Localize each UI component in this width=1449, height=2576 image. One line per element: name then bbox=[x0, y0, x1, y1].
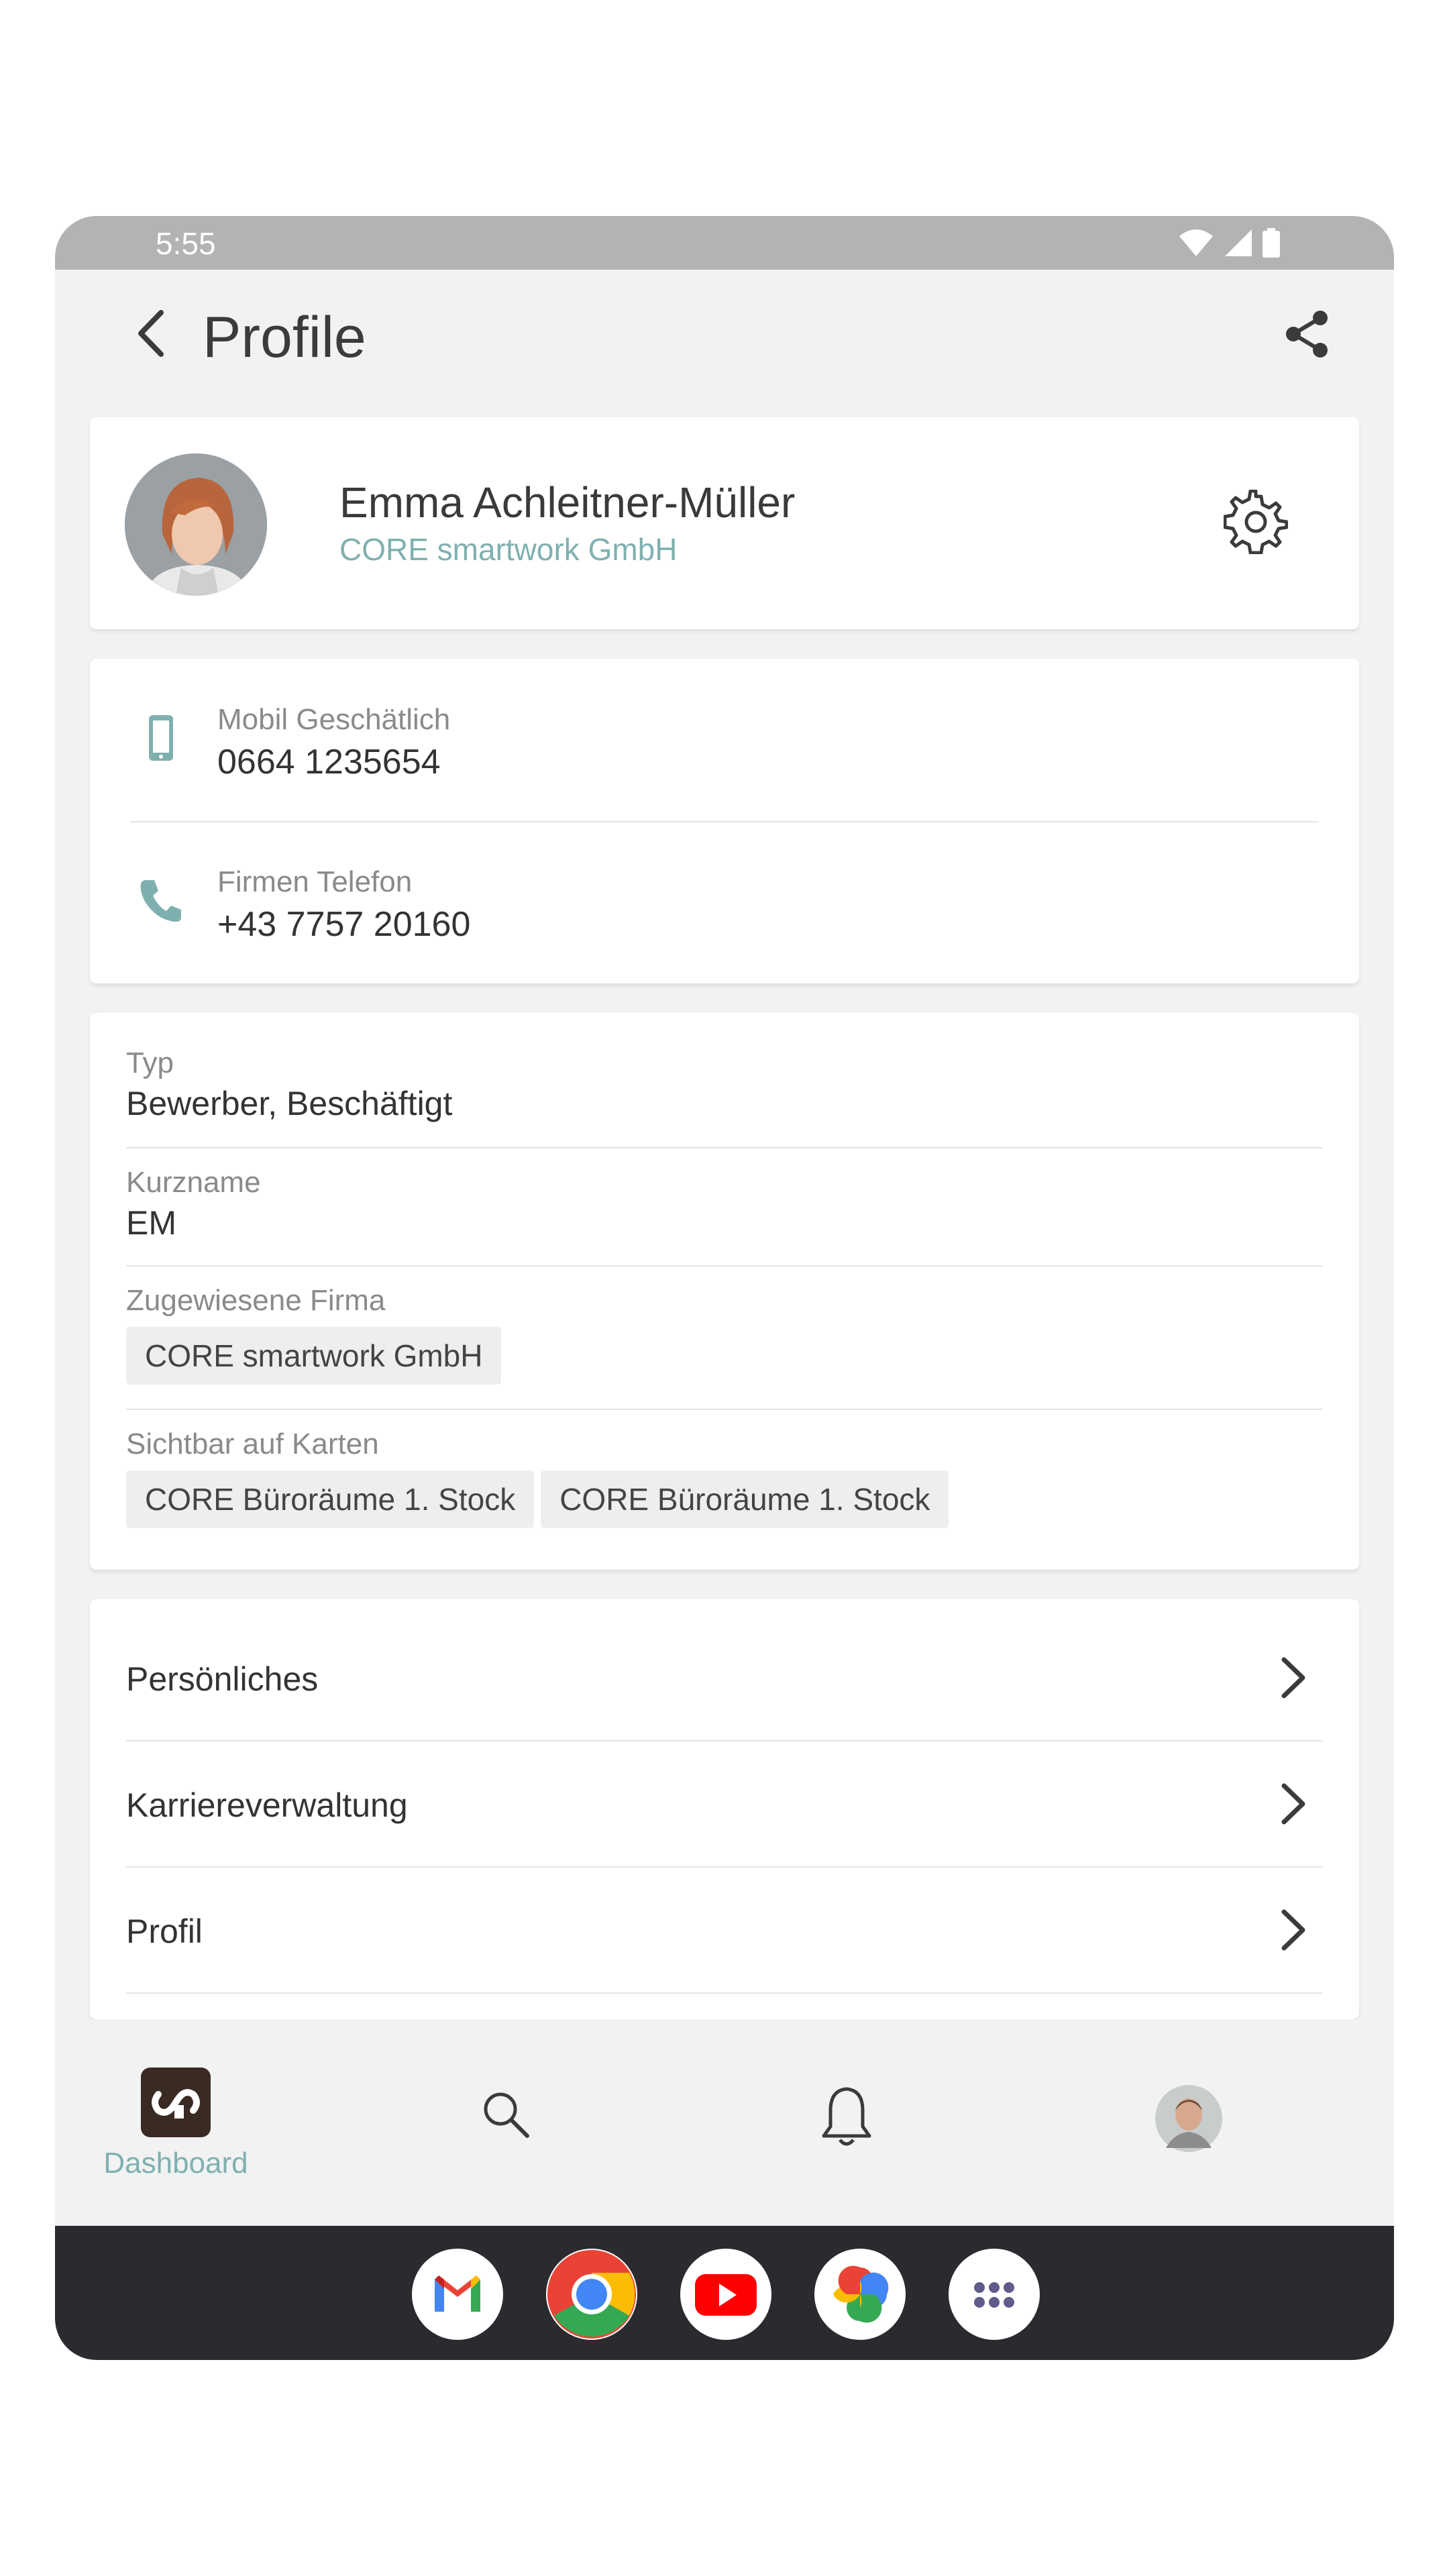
menu-item-persoenliches[interactable] bbox=[126, 1615, 1323, 1740]
field-value: Bewerber, Beschäftigt bbox=[126, 1085, 453, 1122]
status-bar bbox=[55, 216, 1394, 270]
field-label: Zugewiesene Firma bbox=[126, 1284, 386, 1317]
share-icon[interactable] bbox=[1280, 307, 1334, 361]
field-label: Typ bbox=[126, 1046, 174, 1079]
location-chip[interactable]: CORE Büroräume 1. Stock bbox=[541, 1470, 949, 1528]
contact-row-mobile[interactable] bbox=[90, 659, 1359, 821]
contact-row-company-phone[interactable] bbox=[90, 821, 1359, 983]
device-screen bbox=[55, 216, 1394, 2360]
back-arrow-icon[interactable] bbox=[122, 303, 182, 364]
chrome-icon bbox=[546, 2249, 637, 2340]
nav-dashboard-label: Dashboard bbox=[103, 2147, 248, 2180]
chip-group bbox=[126, 1327, 1323, 1385]
field-karten bbox=[126, 1428, 1323, 1528]
chip-group bbox=[126, 1470, 1323, 1528]
divider bbox=[126, 1409, 1323, 1410]
location-chip[interactable]: CORE Büroräume 1. Stock bbox=[126, 1470, 534, 1528]
gmail-icon bbox=[412, 2249, 503, 2340]
field-value: EM bbox=[126, 1204, 176, 1242]
photos-app[interactable] bbox=[814, 2249, 906, 2340]
contact-value: +43 7757 20160 bbox=[217, 905, 471, 944]
divider bbox=[126, 1992, 1323, 1994]
profile-name: Emma Achleitner-Müller bbox=[339, 478, 796, 527]
nav-notifications[interactable] bbox=[747, 2019, 949, 2226]
profile-company: CORE smartwork GmbH bbox=[339, 532, 678, 567]
contact-label: Mobil Geschätlich bbox=[217, 703, 451, 736]
menu-card bbox=[90, 1599, 1359, 2019]
profile-avatar[interactable] bbox=[125, 453, 267, 596]
photos-icon bbox=[814, 2249, 906, 2340]
bottom-navigation bbox=[55, 2019, 1394, 2226]
page-title: Profile bbox=[203, 305, 366, 370]
details-card bbox=[90, 1013, 1359, 1570]
youtube-icon bbox=[680, 2249, 771, 2340]
app-drawer-icon bbox=[949, 2249, 1040, 2340]
youtube-app[interactable] bbox=[680, 2249, 771, 2340]
field-label: Kurzname bbox=[126, 1166, 261, 1199]
profile-card bbox=[90, 417, 1359, 629]
company-chip[interactable]: CORE smartwork GmbH bbox=[126, 1327, 501, 1385]
divider bbox=[126, 1265, 1323, 1267]
menu-item-profil[interactable] bbox=[126, 1868, 1323, 1992]
nav-profile[interactable] bbox=[1088, 2019, 1289, 2226]
gear-icon[interactable] bbox=[1224, 490, 1288, 554]
status-icons bbox=[1178, 228, 1280, 258]
dashboard-icon bbox=[141, 2068, 211, 2137]
wifi-icon bbox=[1178, 228, 1214, 258]
taskbar bbox=[55, 2226, 1394, 2360]
gmail-app[interactable] bbox=[412, 2249, 503, 2340]
nav-dashboard[interactable] bbox=[75, 2019, 276, 2226]
app-drawer[interactable] bbox=[949, 2249, 1040, 2340]
app-bar bbox=[55, 270, 1394, 390]
chrome-app[interactable] bbox=[546, 2249, 637, 2340]
search-icon bbox=[480, 2089, 531, 2140]
phone-icon bbox=[134, 873, 188, 927]
mobile-phone-icon bbox=[134, 711, 188, 765]
contact-label: Firmen Telefon bbox=[217, 865, 413, 898]
battery-icon bbox=[1263, 228, 1280, 258]
divider bbox=[126, 1147, 1323, 1148]
chevron-right-icon bbox=[1269, 1907, 1316, 1953]
field-firma bbox=[126, 1284, 1323, 1385]
contact-value: 0664 1235654 bbox=[217, 743, 441, 782]
field-kurzname bbox=[126, 1166, 1323, 1242]
signal-icon bbox=[1224, 228, 1253, 258]
menu-item-label: Profil bbox=[126, 1913, 203, 1950]
avatar bbox=[1154, 2084, 1224, 2153]
chevron-right-icon bbox=[1269, 1780, 1316, 1827]
chevron-right-icon bbox=[1269, 1654, 1316, 1701]
menu-item-karriereverwaltung[interactable] bbox=[126, 1741, 1323, 1866]
field-typ bbox=[126, 1046, 1323, 1123]
nav-search[interactable] bbox=[411, 2019, 612, 2226]
status-time: 5:55 bbox=[156, 226, 216, 261]
menu-item-label: Karriereverwaltung bbox=[126, 1786, 408, 1824]
contact-card bbox=[90, 659, 1359, 983]
bell-icon bbox=[820, 2084, 873, 2148]
menu-item-label: Persönliches bbox=[126, 1660, 319, 1698]
field-label: Sichtbar auf Karten bbox=[126, 1428, 379, 1460]
